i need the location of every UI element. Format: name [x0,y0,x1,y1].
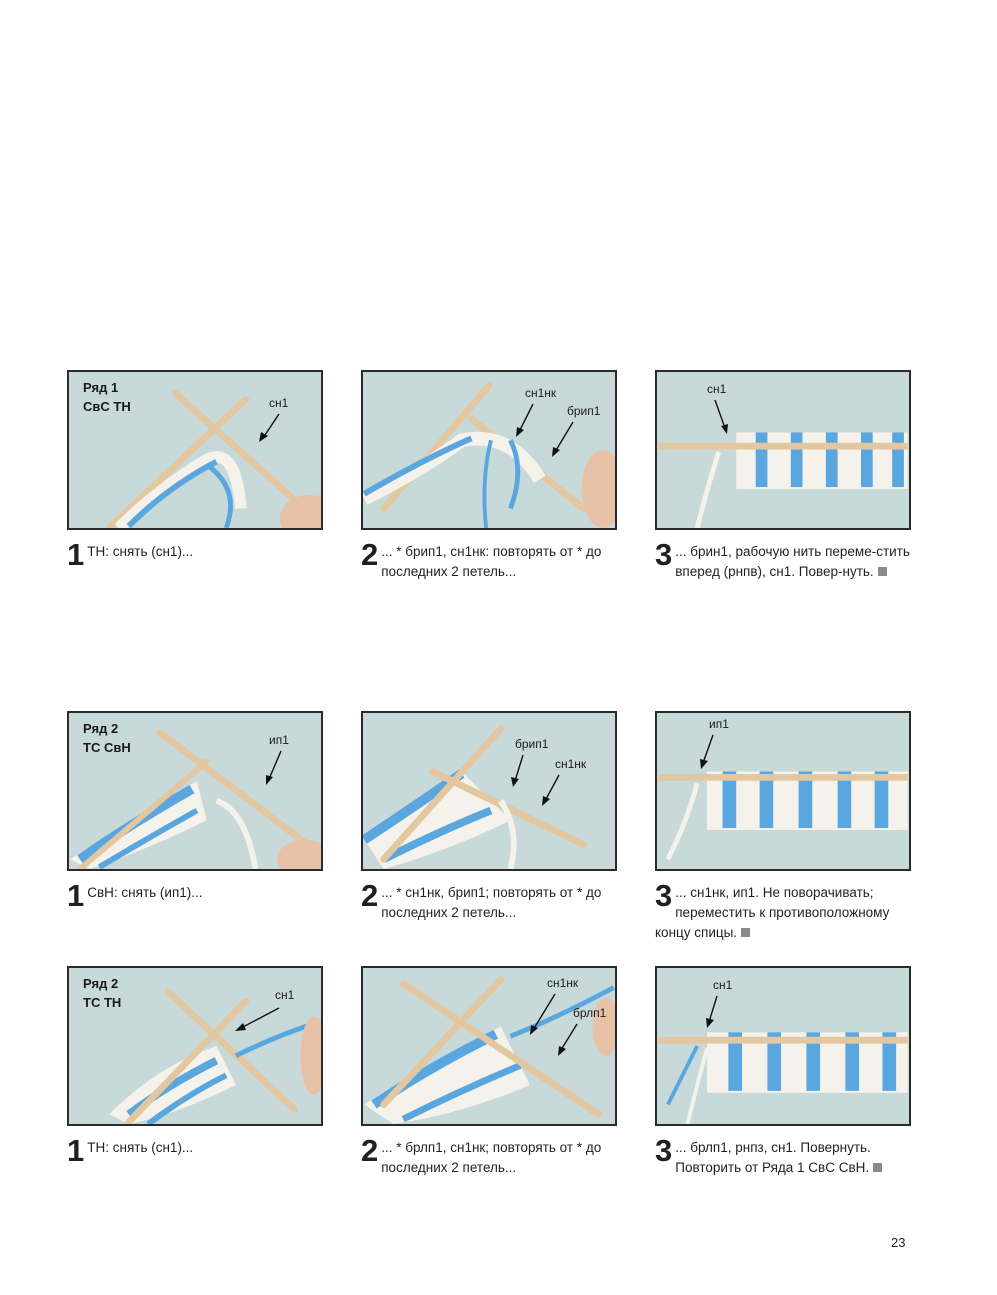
step-photo-row1-2 [361,370,617,530]
callout-arrow [69,968,323,1126]
callout-label: сн1 [275,988,295,1002]
step-number: 1 [67,537,85,572]
callout-label: ип1 [709,717,729,731]
step-caption [67,537,329,572]
step-number: 3 [655,878,673,913]
step-photo-row2-3 [655,711,911,871]
callout-arrow [657,968,911,1126]
step-caption [655,878,917,943]
callout-arrow [69,713,323,871]
step-number: 3 [655,1133,673,1168]
step-text: ТН: снять (сн1)... [87,1140,194,1155]
step-caption [361,1133,623,1178]
callout-label: сн1нк [525,386,557,400]
step-text: ... * брип1, сн1нк: повторять от * до последних 2 петель... [381,544,602,579]
callout-label: ип1 [269,733,289,747]
step-number: 3 [655,537,673,572]
callout-arrow [363,968,617,1126]
step-number: 1 [67,1133,85,1168]
callout-label: сн1нк [555,757,587,771]
callout-arrow [657,713,911,871]
step-caption [655,537,917,582]
step-photo-row2-2 [361,711,617,871]
end-mark-icon [873,1163,882,1172]
step-photo-row3-2 [361,966,617,1126]
row-label: Ряд 2 ТС СвН [83,721,131,755]
step-caption [67,878,329,913]
step-caption [67,1133,329,1168]
end-mark-icon [741,928,750,937]
callout-arrow [363,372,617,530]
step-text: ... сн1нк, ип1. Не поворачивать; переместить к противоположному концу спицы. [655,885,890,940]
step-text: ... * сн1нк, брип1; повторять от * до последних 2 петель... [381,885,602,920]
step-number: 2 [361,537,379,572]
step-caption [655,1133,917,1178]
page-number: 23 [891,1235,906,1250]
step-caption [361,878,623,923]
step-photo-row3-3 [655,966,911,1126]
step-number: 2 [361,878,379,913]
callout-label: брлп1 [573,1006,607,1020]
step-text: СвН: снять (ип1)... [87,885,203,900]
step-photo-row2-1 [67,711,323,871]
callout-arrow [657,372,911,530]
step-photo-row3-1 [67,966,323,1126]
step-text: ТН: снять (сн1)... [87,544,194,559]
step-text: ... брлп1, рнпз, сн1. Повернуть. Повторить от Ряда 1 СвС СвН. [675,1140,871,1175]
step-text: ... * брлп1, сн1нк; повторять от * до последних 2 петель... [381,1140,602,1175]
step-number: 1 [67,878,85,913]
row-label: Ряд 1 СвС ТН [83,380,131,414]
step-photo-row1-1 [67,370,323,530]
callout-label: сн1 [707,382,727,396]
callout-label: сн1 [713,978,733,992]
step-text: ... брин1, рабочую нить переме-стить вперед (рнпв), сн1. Повер-нуть. [675,544,910,579]
row-label: Ряд 2 ТС ТН [83,976,122,1010]
callout-arrow [69,372,323,530]
step-caption [361,537,623,582]
end-mark-icon [878,567,887,576]
step-photo-row1-3 [655,370,911,530]
callout-label: сн1 [269,396,289,410]
step-number: 2 [361,1133,379,1168]
callout-label: брип1 [567,404,601,418]
callout-label: сн1нк [547,976,579,990]
callout-label: брип1 [515,737,549,751]
callout-arrow [363,713,617,871]
